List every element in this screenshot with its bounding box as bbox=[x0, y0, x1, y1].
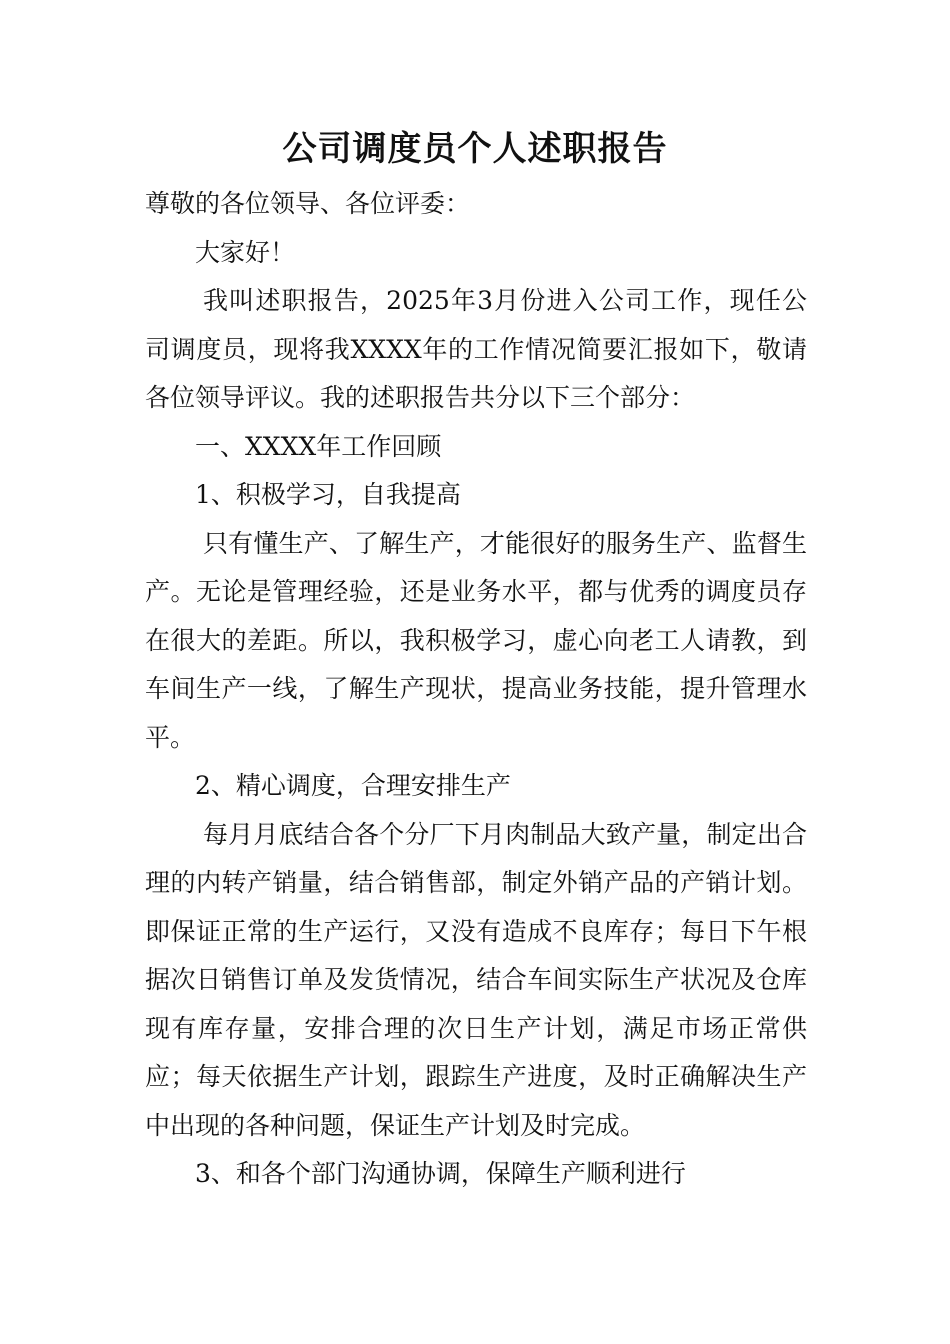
body-paragraph: 每月月底结合各个分厂下月肉制品大致产量，制定出合理的内转产销量，结合销售部，制定外销产品的产销计划。即保证正常的生产运行，又没有造成不良库存；每日下午根据次日销售订单及发货情况，结合车间实际生产状况及仓库现有库存量，安排合理的次日生产计划，满足市场正常供应；每天依据生产计划，跟踪生产进度，及时正确解决生产中出现的各种问题，保证生产计划及时完成。 bbox=[145, 819, 807, 1140]
subsection-heading: 2、精心调度，合理安排生产 bbox=[195, 771, 511, 800]
intro-paragraph: 我叫述职报告，2025年3月份进入公司工作，现任公司调度员，现将我XXXX年的工作情况简要汇报如下，敬请各位领导评议。我的述职报告共分以下三个部分： bbox=[145, 286, 807, 412]
document-body bbox=[145, 180, 807, 1199]
greeting: 大家好！ bbox=[195, 237, 296, 267]
section-heading: 一、XXXX年工作回顾 bbox=[195, 431, 442, 461]
subsection-heading: 1、积极学习，自我提高 bbox=[195, 480, 461, 509]
body-paragraph: 只有懂生产、了解生产，才能很好的服务生产、监督生产。无论是管理经验，还是业务水平，都与优秀的调度员存在很大的差距。所以，我积极学习，虚心向老工人请教，到车间生产一线，了解生产现状，提高业务技能，提升管理水平。 bbox=[145, 528, 807, 752]
document-title: 公司调度员个人述职报告 bbox=[282, 129, 668, 169]
subsection-heading: 3、和各个部门沟通协调，保障生产顺利进行 bbox=[195, 1159, 686, 1188]
salutation: 尊敬的各位领导、各位评委： bbox=[145, 189, 471, 218]
